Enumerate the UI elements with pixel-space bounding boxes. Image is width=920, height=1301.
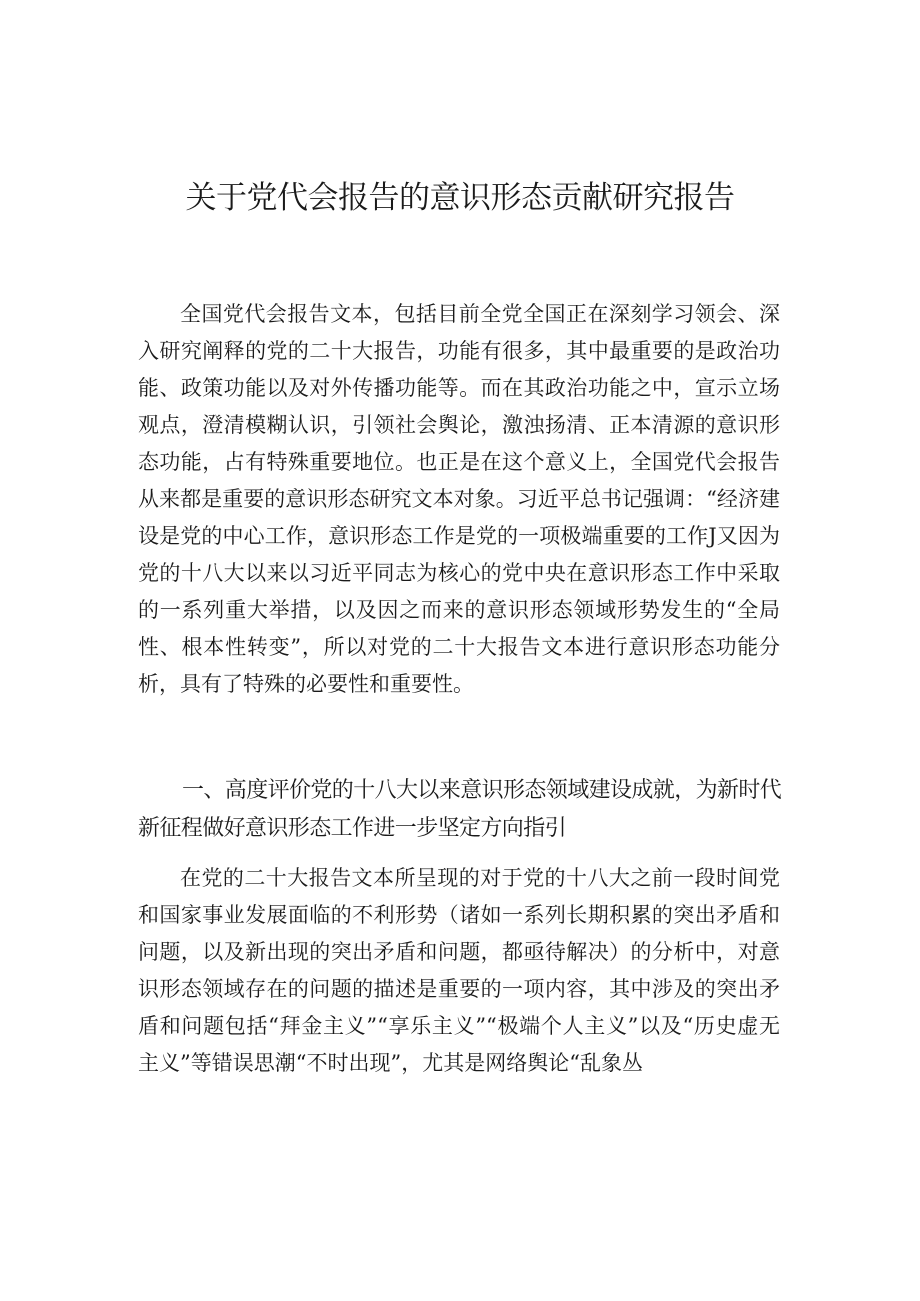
document-title: 关于党代会报告的意识形态贡献研究报告 <box>185 180 735 216</box>
section-1-heading: 一、高度评价党的十八大以来意识形态领域建设成就，为新时代新征程做好意识形态工作进一步坚定方向指引 <box>138 778 782 841</box>
body-paragraph-1: 全国党代会报告文本，包括目前全党全国正在深刻学习领会、深入研究阐释的党的二十大报告，功能有很多，其中最重要的是政治功能、政策功能以及对外传播功能等。而在其政治功能之中，宣示立场观点，澄清模糊认识，引领社会舆论，激浊扬清、正本清源的意识形态功能，占有特殊重要地位。也正是在这个意义上，全国党代会报告从来都是重要的意识形态研究文本对象。习近平总书记强调：“经济建设是党的中心工作，意识形态工作是党的一项极端重要的工作J又因为党的十八大以来以习近平同志为核心的党中央在意识形态工作中采取的一系列重大举措，以及因之而来的意识形态领域形势发生的“全局性、根本性转变”，所以对党的二十大报告文本进行意识形态功能分析，具有了特殊的必要性和重要性。 <box>138 302 780 696</box>
body-paragraph-2: 在党的二十大报告文本所呈现的对于党的十八大之前一段时间党和国家事业发展面临的不利形势（诸如一系列长期积累的突出矛盾和问题，以及新出现的突出矛盾和问题，都亟待解决）的分析中，对意识形态领域存在的问题的描述是重要的一项内容，其中涉及的突出矛盾和问题包括“拜金主义”“享乐主义”“极端个人主义”以及“历史虚无主义”等错误思潮“不时出现”，尤其是网络舆论“乱象丛 <box>138 866 780 1075</box>
